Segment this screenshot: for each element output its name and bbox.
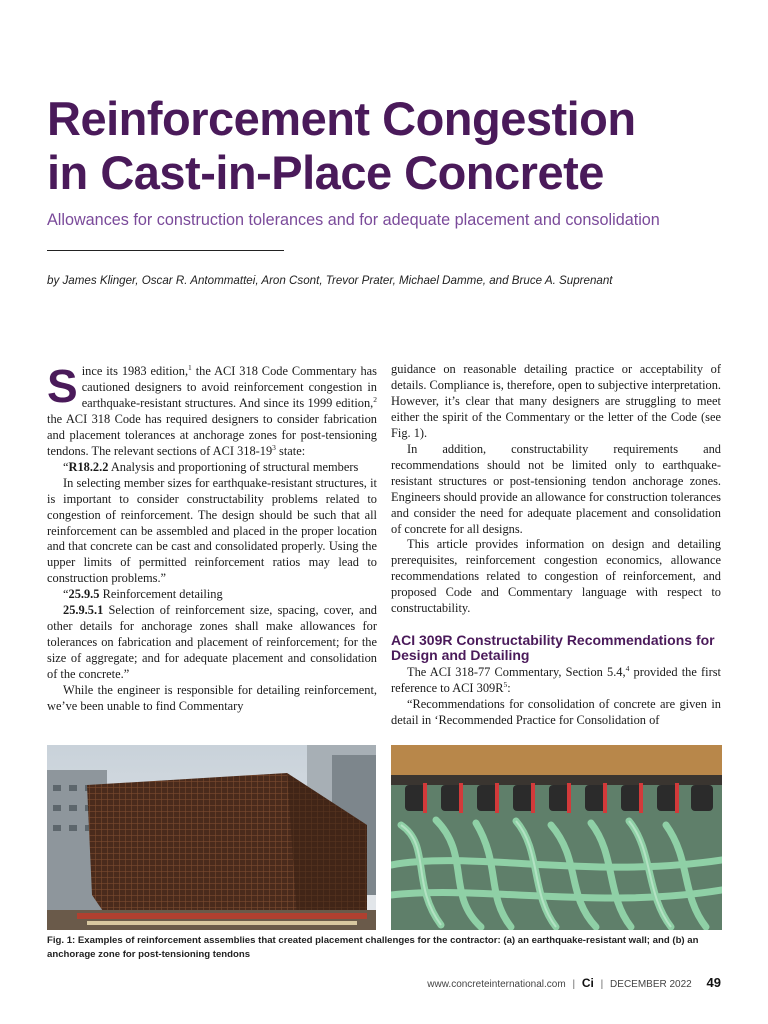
page-footer (427, 975, 721, 990)
quote-heading-r18: “R18.2.2 Analysis and proportioning of structural members (63, 459, 359, 474)
body-paragraph: “Recommendations for consolidation of concrete are given in detail in ‘Recommended Practice for Consolidation of (391, 697, 721, 728)
byline: by James Klinger, Oscar R. Antommattei, Aron Csont, Trevor Prater, Michael Damme, and Bruce A. Suprenant (47, 274, 613, 287)
right-column (391, 362, 721, 729)
body-paragraph: The ACI 318-77 Commentary, Section 5.4,$^4$ provided the first reference to ACI $309R^5$: (391, 664, 722, 696)
body-paragraph: This article provides information on design and detailing prerequisites, reinforcement congestion economics, allowance recommendations related to congestion of reinforcement, and proposed Code and Commentary language with respect to constructability. (391, 537, 721, 616)
article-subtitle: Allowances for construction tolerances and for adequate placement and consolidation (47, 211, 660, 229)
footer-separator: | (572, 979, 576, 990)
article-title (47, 92, 747, 200)
divider-rule (47, 250, 284, 251)
quote-body-25-9-5-1: 25.9.5.1 Selection of reinforcement size, spacing, cover, and other details for anchorage zones shall make allowances for tolerances on fabrication and placement of reinforcement; for the size of aggregate; and for adequate placement and consolidation of the concrete.” (47, 603, 377, 682)
body-paragraph: guidance on reasonable detailing practice or acceptability of details. Compliance is, therefore, open to subjective interpretation. However, it’s clear that many designers are struggling to meet either the spirit of the Commentary or the letter of the Code (see Fig. 1). (391, 362, 721, 440)
magazine-logo: Ci (581, 976, 594, 990)
section-heading: ACI 309R Constructability Recommendations for Design and Detailing (391, 632, 715, 664)
figure-photo-b-anchorage-zone (391, 745, 722, 930)
intro-paragraph: Since its 1983 edition,$^1$ the ACI 318 Code Commentary has cautioned designers to avoid reinforcement congestion in earthquake-resistant structures. And since its 1999 edition,$^2$ the ACI 318 Code has required designers to consider fabrication and placement tolerances at anchorage zones for post-tensioning tendons. The relevant sections of ACI $318-19^3$ state: (47, 360, 377, 458)
quote-heading-25-9-5: “25.9.5 Reinforcement detailing (63, 587, 223, 602)
title-line-2: in Cast-in-Place Concrete (47, 146, 604, 199)
figure-caption: Fig. 1: Examples of reinforcement assemblies that created placement challenges for the contractor: (a) an earthquake-resistant wall; and (b) an anchorage zone for post-tensioning tendons (47, 935, 699, 960)
issue-date: DECEMBER 2022 (610, 979, 692, 990)
page-number: 49 (706, 975, 721, 990)
left-column (47, 360, 377, 715)
figure-photo-a-rebar-wall (47, 745, 376, 930)
footer-url[interactable]: www.concreteinternational.com (427, 979, 566, 990)
body-paragraph: In addition, constructability requirements and recommendations should not be limited only to earthquake-resistant structures or post-tensioning tendon anchorage zones. Engineers should provide an allowance for construction tolerances and consider the need for adequate placement and consolidation of concrete for all designs. (391, 441, 721, 536)
drop-cap: S (47, 360, 78, 412)
body-paragraph: While the engineer is responsible for detailing reinforcement, we’ve been unable to find Commentary (47, 683, 377, 714)
title-line-1: Reinforcement Congestion (47, 92, 636, 145)
footer-separator: | (600, 979, 604, 990)
quote-body-r18: In selecting member sizes for earthquake-resistant structures, it is important to consider constructability problems related to congestion of reinforcement. The design should be such that all reinforcement can be assembled and placed in the proper location and that concrete can be cast and consolidated properly. Using the upper limits of permitted reinforcement ratios may lead to construction problems.” (47, 475, 377, 586)
